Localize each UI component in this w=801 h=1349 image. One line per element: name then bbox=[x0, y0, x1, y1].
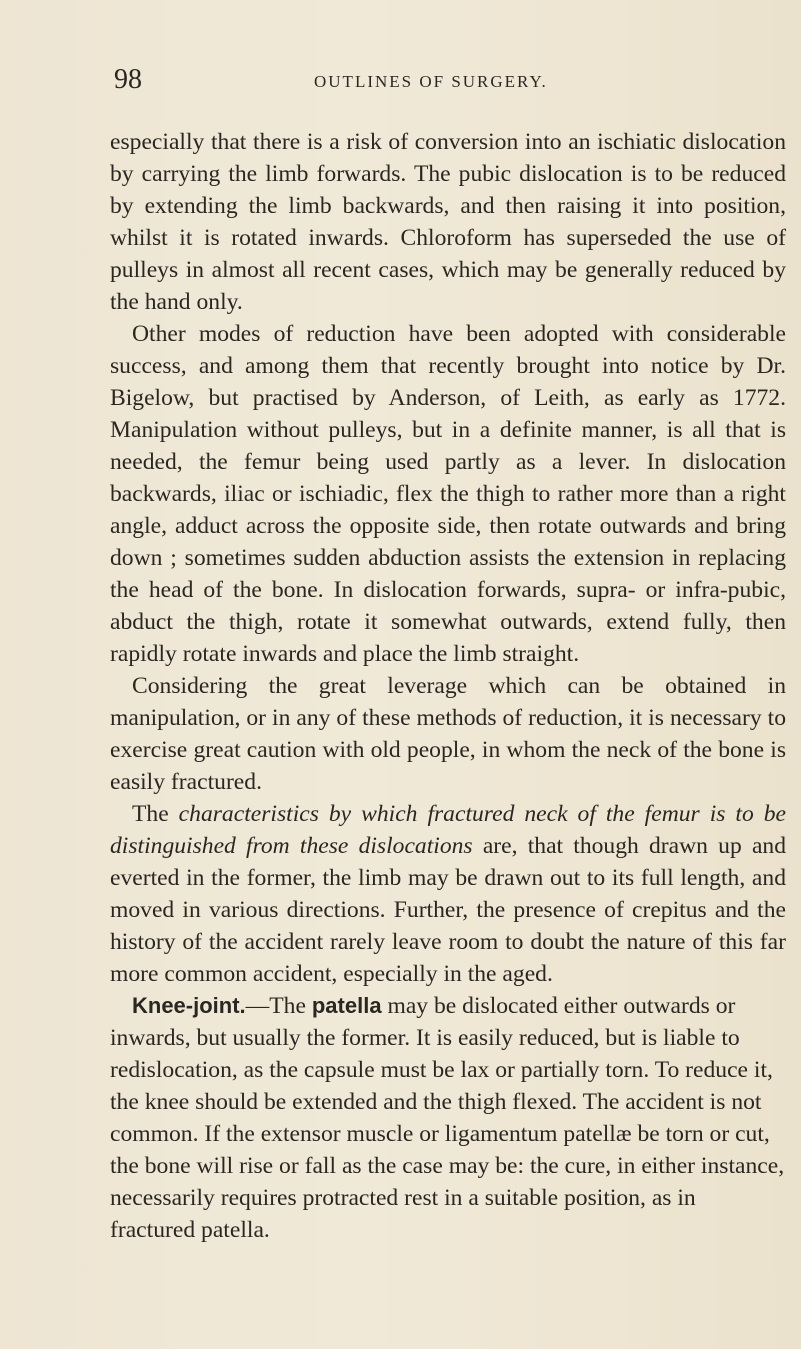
paragraph-rest: are, that though drawn up and everted in the former, the limb may be drawn out to its full length, and moved in various directions. Further, the presence of crepitus and the history of the accident rarely leave room to doubt the nature of this far more common accident, especially in the aged. bbox=[110, 833, 787, 987]
section-heading-knee-joint: Knee-joint. bbox=[132, 993, 246, 1018]
body-text bbox=[110, 126, 786, 1246]
paragraph-pubic-dislocation: especially that there is a risk of conversion into an ischiatic dislocation by carrying the limb forwards. The pubic dislocation is to be reduced by extending the limb backwards, and then raising it into position, whilst it is rotated inwards. Chloroform has superseded the use of pulleys in almost all recent cases, which may be generally reduced by the hand only. bbox=[110, 129, 786, 315]
paragraph-lead: The bbox=[132, 801, 169, 827]
paragraph-knee-joint bbox=[110, 990, 786, 1246]
italic-phrase: characteristics by which fractured neck of the femur is to be distinguished from these dislocations bbox=[110, 801, 786, 859]
term-patella: patella bbox=[311, 993, 382, 1018]
running-head: OUTLINES OF SURGERY. bbox=[314, 72, 548, 91]
heading-dash: —The bbox=[245, 993, 306, 1019]
page-number: 98 bbox=[114, 64, 142, 95]
paragraph-modes-of-reduction: Other modes of reduction have been adopted with considerable success, and among them that recently brought into notice by Dr. Bigelow, but practised by Anderson, of Leith, as early as 1772. Manipulation without pulleys, but in a definite manner, is all that is needed, the femur being used partly as a lever. In dislocation backwards, iliac or ischiadic, flex the thigh to rather more than a right angle, adduct across the opposite side, then rotate outwards and bring down ; sometimes sudden abduction assists the extension in replacing the head of the bone. In dislocation forwards, supra- or infra-pubic, abduct the thigh, rotate it somewhat outwards, extend fully, then rapidly rotate inwards and place the limb straight. bbox=[110, 321, 786, 667]
page-header bbox=[114, 64, 774, 104]
paragraph-rest: may be dislocated either outwards or inwards, but usually the former. It is easily reduced, but is liable to redislocation, as the capsule must be lax or partially torn. To reduce it, the knee should be extended and the thigh flexed. The accident is not common. If the extensor muscle or ligamentum patellæ be torn or cut, the bone will rise or fall as the case may be: the cure, in either instance, necessarily requires protracted rest in a suitable position, as in fractured patella. bbox=[110, 993, 785, 1243]
paragraph-caution-old-people: Considering the great leverage which can be obtained in manipulation, or in any of these methods of reduction, it is necessary to exercise great caution with old people, in whom the neck of the bone is easily fractured. bbox=[110, 673, 786, 795]
paragraph-fractured-neck-femur bbox=[110, 798, 786, 990]
